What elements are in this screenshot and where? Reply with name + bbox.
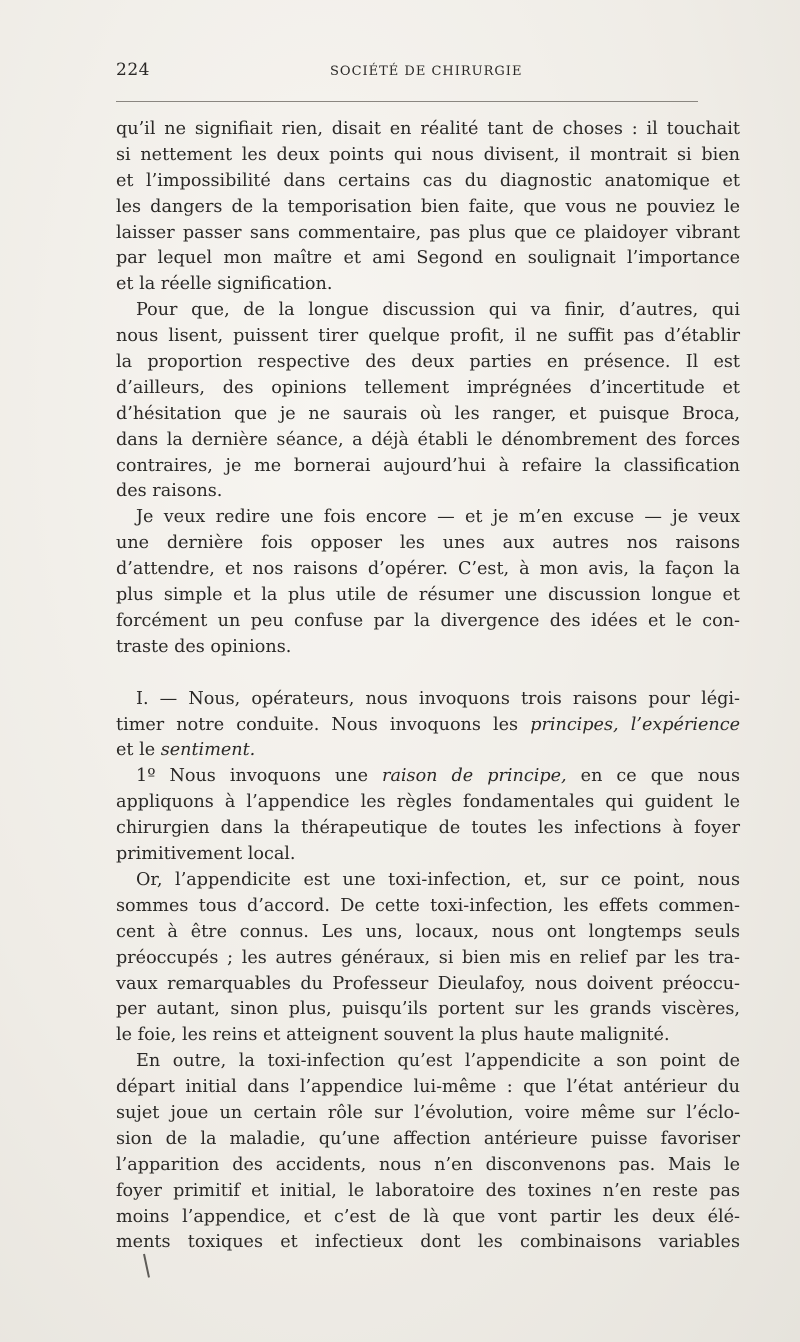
- text-line: dans la dernière séance, a déjà établi le dénombrement des forces: [116, 429, 740, 450]
- text-segment: timer notre conduite. Nous invoquons les: [116, 714, 519, 735]
- text-line: des raisons.: [116, 481, 223, 502]
- text-line: [116, 713, 740, 739]
- italic-text: l’expérience: [630, 714, 740, 735]
- text-line: [116, 738, 740, 764]
- text-line: et la réelle signification.: [116, 274, 333, 295]
- text-line: sion de la maladie, qu’une affection antérieure puisse favoriser: [116, 1128, 740, 1149]
- text-line: traste des opinions.: [116, 636, 292, 657]
- italic-text: raison de principe,: [382, 766, 567, 787]
- text-line: contraires, je me bornerai aujourd’hui à refaire la classification: [116, 455, 740, 476]
- text-segment: et le: [116, 740, 156, 761]
- text-line: Je veux redire une fois encore — et je m’en excuse — je veux: [136, 507, 740, 528]
- header-rule: [116, 101, 698, 102]
- text-line: I. — Nous, opérateurs, nous invoquons trois raisons pour légi-: [136, 688, 740, 709]
- page-number: 224: [116, 60, 150, 80]
- text-line: préoccupés ; les autres généraux, si bien mis en relief par les tra-: [116, 947, 740, 968]
- text-line: per autant, sinon plus, puisqu’ils portent sur les grands viscères,: [116, 999, 740, 1020]
- text-line: vaux remarquables du Professeur Dieulafoy, nous doivent préoccu-: [116, 973, 740, 994]
- text-line: Or, l’appendicite est une toxi-infection, et, sur ce point, nous: [136, 869, 740, 890]
- page-header: [116, 60, 740, 86]
- text-line: d’attendre, et nos raisons d’opérer. C’est, à mon avis, la façon la: [116, 559, 740, 580]
- text-segment: 1º Nous invoquons une: [136, 766, 368, 787]
- text-line: d’hésitation que je ne saurais où les ranger, et puisque Broca,: [116, 403, 740, 424]
- running-title: SOCIÉTÉ DE CHIRURGIE: [330, 64, 523, 79]
- italic-text: principes,: [530, 714, 619, 735]
- text-line: laisser passer sans commentaire, pas plus que ce plaidoyer vibrant: [116, 222, 740, 243]
- text-line: cent à être connus. Les uns, locaux, nous ont longtemps seuls: [116, 921, 740, 942]
- text-line: départ initial dans l’appendice lui-même : que l’état antérieur du: [116, 1077, 740, 1098]
- text-line: [116, 764, 740, 790]
- text-line: forcément un peu confuse par la divergence des idées et le con-: [116, 610, 740, 631]
- text-line: primitivement local.: [116, 844, 296, 865]
- text-line: le foie, les reins et atteignent souvent la plus haute malignité.: [116, 1025, 670, 1046]
- text-line: si nettement les deux points qui nous divisent, il montrait si bien: [116, 144, 740, 165]
- text-line: appliquons à l’appendice les règles fondamentales qui guident le: [116, 792, 740, 813]
- text-line: ments toxiques et infectieux dont les combinaisons variables: [116, 1232, 740, 1253]
- text-line: chirurgien dans la thérapeutique de toutes les infections à foyer: [116, 818, 740, 839]
- text-line: nous lisent, puissent tirer quelque profit, il ne suffit pas d’établir: [116, 326, 740, 347]
- text-line: les dangers de la temporisation bien faite, que vous ne pouviez le: [116, 196, 740, 217]
- text-line: foyer primitif et initial, le laboratoire des toxines n’en reste pas: [116, 1180, 740, 1201]
- text-line: une dernière fois opposer les unes aux autres nos raisons: [116, 533, 740, 554]
- ink-mark: [143, 1254, 150, 1278]
- text-line: En outre, la toxi-infection qu’est l’appendicite a son point de: [136, 1051, 740, 1072]
- text-line: sommes tous d’accord. De cette toxi-infection, les effets commen-: [116, 895, 740, 916]
- body-text: [116, 117, 740, 1256]
- italic-text: sentiment.: [160, 740, 256, 761]
- text-line: moins l’appendice, et c’est de là que vont partir les deux élé-: [116, 1206, 740, 1227]
- text-line: Pour que, de la longue discussion qui va finir, d’autres, qui: [136, 300, 740, 321]
- text-line: qu’il ne signifiait rien, disait en réalité tant de choses : il touchait: [116, 119, 740, 139]
- text-line: sujet joue un certain rôle sur l’évolution, voire même sur l’éclo-: [116, 1102, 740, 1123]
- text-segment: en ce que nous: [580, 766, 741, 787]
- paragraph-gap: [116, 661, 740, 687]
- text-line: plus simple et la plus utile de résumer une discussion longue et: [116, 585, 740, 606]
- text-line: l’apparition des accidents, nous n’en disconvenons pas. Mais le: [116, 1154, 740, 1175]
- text-line: par lequel mon maître et ami Segond en soulignait l’importance: [116, 248, 740, 269]
- text-line: la proportion respective des deux parties en présence. Il est: [116, 352, 740, 373]
- text-line: d’ailleurs, des opinions tellement imprégnées d’incertitude et: [116, 377, 740, 398]
- text-line: et l’impossibilité dans certains cas du diagnostic anatomique et: [116, 170, 740, 191]
